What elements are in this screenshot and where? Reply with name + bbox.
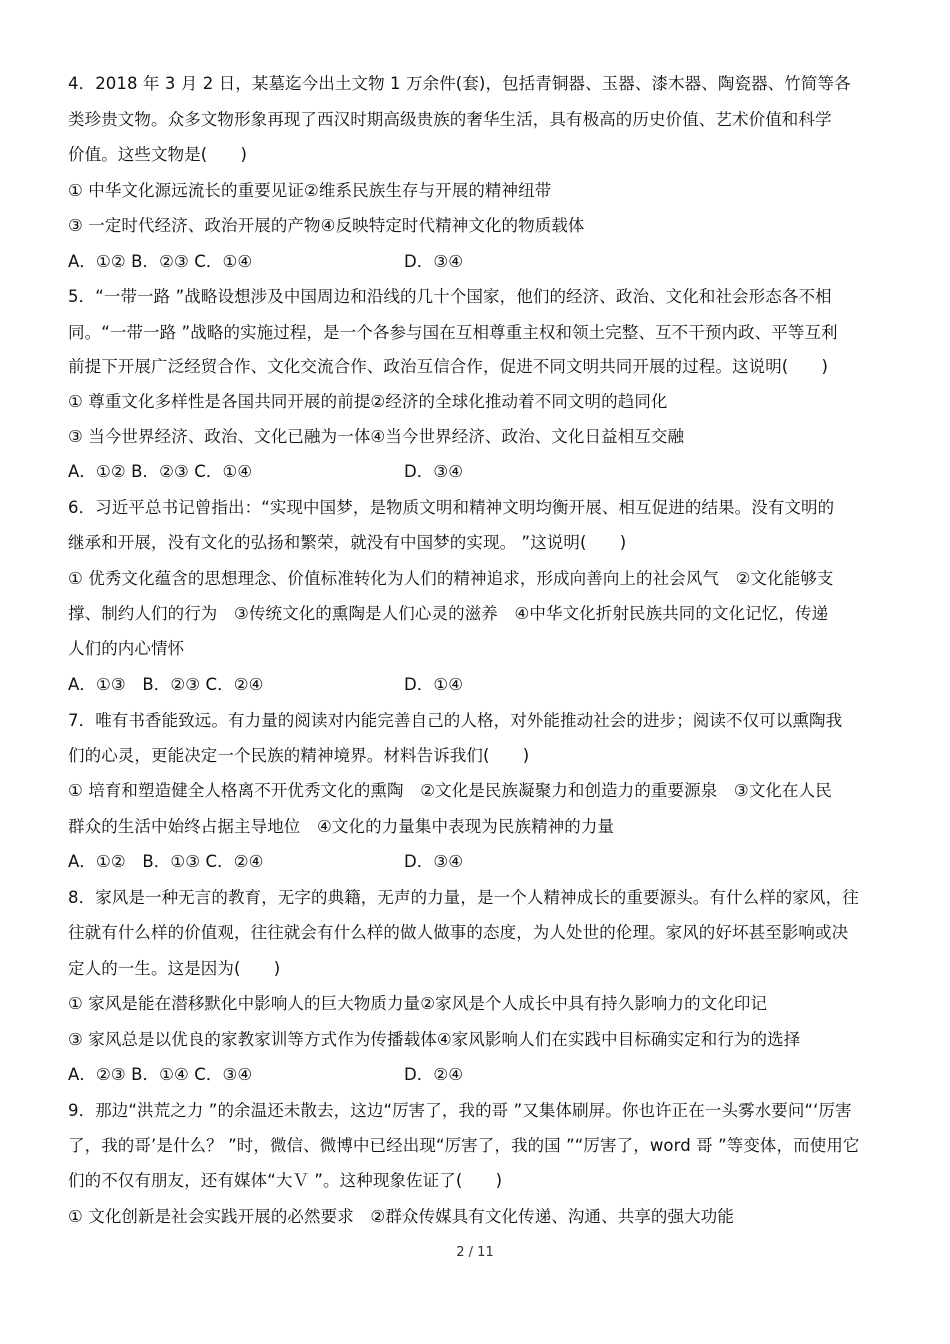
q5-option-d: D．③④ <box>404 462 464 481</box>
q9-line-2: 了，我的哥’是什么？ ”时，微信、微博中已经出现“厉害了，我的国 ”“厉害了，word 哥 ”等变体，而使用它 <box>68 1136 860 1155</box>
q9-line-3: 们的不仅有朋友，还有媒体“大Ｖ ”。这种现象佐证了( ) <box>68 1171 503 1190</box>
q7-line-1: 7．唯有书香能致远。有力量的阅读对内能完善自己的人格，对外能推动社会的进步；阅读不仅可以熏陶我 <box>68 711 843 730</box>
q5-options-abc: A．①② B．②③ C．①④ <box>68 462 253 481</box>
q8-line-3: 定人的一生。这是因为( ) <box>68 959 281 978</box>
q6-choice-3: 人们的内心情怀 <box>68 639 185 658</box>
q4-line-1: 4．2018 年 3 月 2 日，某墓迄今出土文物 1 万余件(套)，包括青铜器、玉器、漆木器、陶瓷器、竹简等各 <box>68 74 851 93</box>
q6-choice-2: 撑、制约人们的行为 ③传统文化的熏陶是人们心灵的滋养 ④中华文化折射民族共同的文化记忆，传递 <box>68 604 829 623</box>
q5-line-3: 前提下开展广泛经贸合作、文化交流合作、政治互信合作，促进不同文明共同开展的过程。这说明( ) <box>68 357 829 376</box>
q7-choice-2: 群众的生活中始终占据主导地位 ④文化的力量集中表现为民族精神的力量 <box>68 817 615 836</box>
q5-choice-1: ① 尊重文化多样性是各国共同开展的前提②经济的全球化推动着不同文明的趋同化 <box>68 392 668 411</box>
q5-line-2: 同。“一带一路 ”战略的实施过程，是一个各参与国在互相尊重主权和领土完整、互不干预内政、平等互利 <box>68 323 838 342</box>
q4-line-2: 类珍贵文物。众多文物形象再现了西汉时期高级贵族的奢华生活，具有极高的历史价值、艺术价值和科学 <box>68 110 832 129</box>
q6-choice-1: ① 优秀文化蕴含的思想理念、价值标准转化为人们的精神追求，形成向善向上的社会风气 ②文化能够支 <box>68 569 834 588</box>
q4-choice-1: ① 中华文化源远流长的重要见证②维系民族生存与开展的精神纽带 <box>68 181 552 200</box>
q7-line-2: 们的心灵，更能决定一个民族的精神境界。材料告诉我们( ) <box>68 746 530 765</box>
q8-option-d: D．②④ <box>404 1065 464 1084</box>
q8-line-2: 往就有什么样的价值观，往往就会有什么样的做人做事的态度，为人处世的伦理。家风的好坏甚至影响或决 <box>68 923 849 942</box>
q8-options-abc: A．②③ B．①④ C．③④ <box>68 1065 253 1084</box>
page-number: 2 / 11 <box>456 1245 494 1260</box>
q4-choice-2: ③ 一定时代经济、政治开展的产物④反映特定时代精神文化的物质载体 <box>68 216 585 235</box>
q8-choice-2: ③ 家风总是以优良的家教家训等方式作为传播载体④家风影响人们在实践中目标确实定和行为的选择 <box>68 1030 801 1049</box>
q5-choice-2: ③ 当今世界经济、政治、文化已融为一体④当今世界经济、政治、文化日益相互交融 <box>68 427 685 446</box>
q4-options-abc: A．①② B．②③ C．①④ <box>68 252 253 271</box>
q6-line-2: 继承和开展，没有文化的弘扬和繁荣，就没有中国梦的实现。 ”这说明( ) <box>68 533 627 552</box>
q7-choice-1: ① 培育和塑造健全人格离不开优秀文化的熏陶 ②文化是民族凝聚力和创造力的重要源泉 ③文化在人民 <box>68 781 832 800</box>
q8-choice-1: ① 家风是能在潜移默化中影响人的巨大物质力量②家风是个人成长中具有持久影响力的文化印记 <box>68 994 768 1013</box>
q6-option-d: D．①④ <box>404 675 464 694</box>
q8-line-1: 8．家风是一种无言的教育，无字的典籍，无声的力量，是一个人精神成长的重要源头。有什么样的家风，往 <box>68 888 859 907</box>
q4-line-3: 价值。这些文物是( ) <box>68 145 248 164</box>
q9-line-1: 9．那边“洪荒之力 ”的余温还未散去，这边“厉害了，我的哥 ”又集体刷屏。你也许正在一头雾水要问“‘厉害 <box>68 1101 852 1120</box>
q6-options-abc: A．①③ B．②③ C．②④ <box>68 675 264 694</box>
q7-options-abc: A．①② B．①③ C．②④ <box>68 852 264 871</box>
q6-line-1: 6．习近平总书记曾指出：“实现中国梦，是物质文明和精神文明均衡开展、相互促进的结果。没有文明的 <box>68 498 835 517</box>
q7-option-d: D．③④ <box>404 852 464 871</box>
q5-line-1: 5．“一带一路 ”战略设想涉及中国周边和沿线的几十个国家，他们的经济、政治、文化和社会形态各不相 <box>68 287 832 306</box>
q4-option-d: D．③④ <box>404 252 464 271</box>
q9-choice-1: ① 文化创新是社会实践开展的必然要求 ②群众传媒具有文化传递、沟通、共享的强大功能 <box>68 1207 734 1226</box>
